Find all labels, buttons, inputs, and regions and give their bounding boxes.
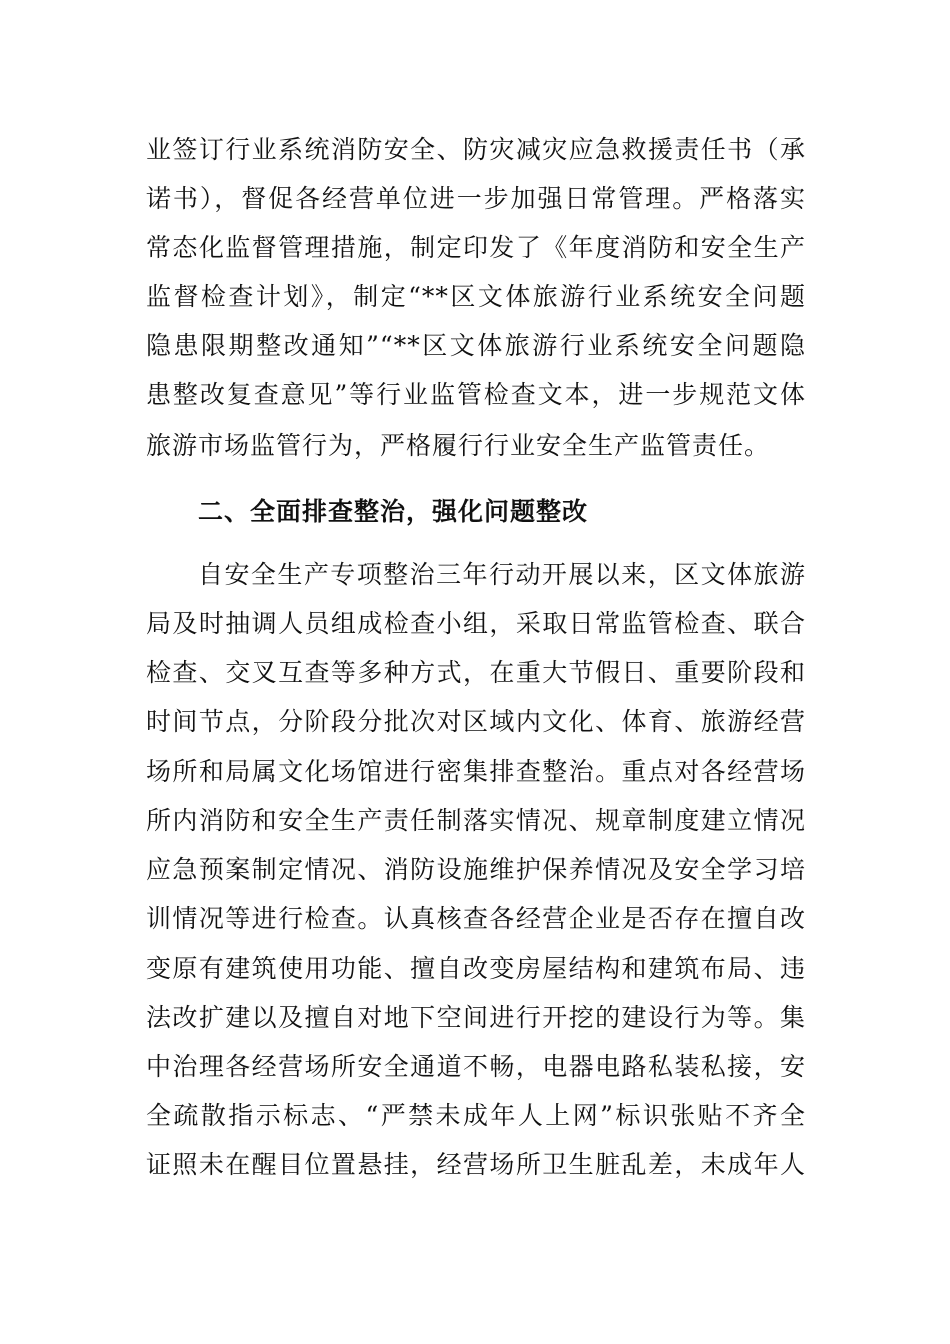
paragraph-2-line-9: 变原有建筑使用功能、擅自改变房屋结构和建筑布局、违: [146, 954, 806, 983]
paragraph-2-line-3: 检查、交叉互查等多种方式，在重大节假日、重要阶段和: [146, 658, 806, 687]
paragraph-2-line-5: 场所和局属文化场馆进行密集排查整治。重点对各经营场: [146, 757, 806, 786]
paragraph-2-line-6: 所内消防和安全生产责任制落实情况、规章制度建立情况: [146, 806, 806, 835]
paragraph-1-line-5: 隐患限期整改通知”“**区文体旅游行业系统安全问题隐: [146, 331, 806, 360]
paragraph-1-line-4: 监督检查计划》，制定“**区文体旅游行业系统安全问题: [146, 282, 806, 311]
paragraph-2-line-8: 训情况等进行检查。认真核查各经营企业是否存在擅自改: [146, 904, 806, 933]
paragraph-1-line-1: 业签订行业系统消防安全、防灾减灾应急救援责任书（承: [146, 135, 806, 164]
paragraph-2-line-2: 局及时抽调人员组成检查小组，采取日常监管检查、联合: [146, 609, 806, 638]
paragraph-1-line-2: 诺书），督促各经营单位进一步加强日常管理。严格落实: [146, 184, 806, 213]
paragraph-2-line-13: 证照未在醒目位置悬挂，经营场所卫生脏乱差，未成年人: [146, 1150, 806, 1179]
paragraph-1-line-7: 旅游市场监管行为，严格履行行业安全生产监管责任。: [146, 431, 771, 460]
paragraph-1-line-6: 患整改复查意见”等行业监管检查文本，进一步规范文体: [146, 380, 806, 409]
paragraph-2-line-7: 应急预案制定情况、消防设施维护保养情况及安全学习培: [146, 855, 806, 884]
paragraph-2-line-4: 时间节点，分阶段分批次对区域内文化、体育、旅游经营: [146, 707, 806, 736]
section-heading: 二、全面排查整治，强化问题整改: [198, 497, 589, 526]
paragraph-1-line-3: 常态化监督管理措施，制定印发了《年度消防和安全生产: [146, 233, 806, 262]
paragraph-2-line-11: 中治理各经营场所安全通道不畅，电器电路私装私接，安: [146, 1052, 806, 1081]
paragraph-2-line-1: 自安全生产专项整治三年行动开展以来，区文体旅游: [198, 560, 806, 589]
paragraph-2-line-12: 全疏散指示标志、“严禁未成年人上网”标识张贴不齐全: [146, 1101, 806, 1130]
paragraph-2-line-10: 法改扩建以及擅自对地下空间进行开挖的建设行为等。集: [146, 1003, 806, 1032]
